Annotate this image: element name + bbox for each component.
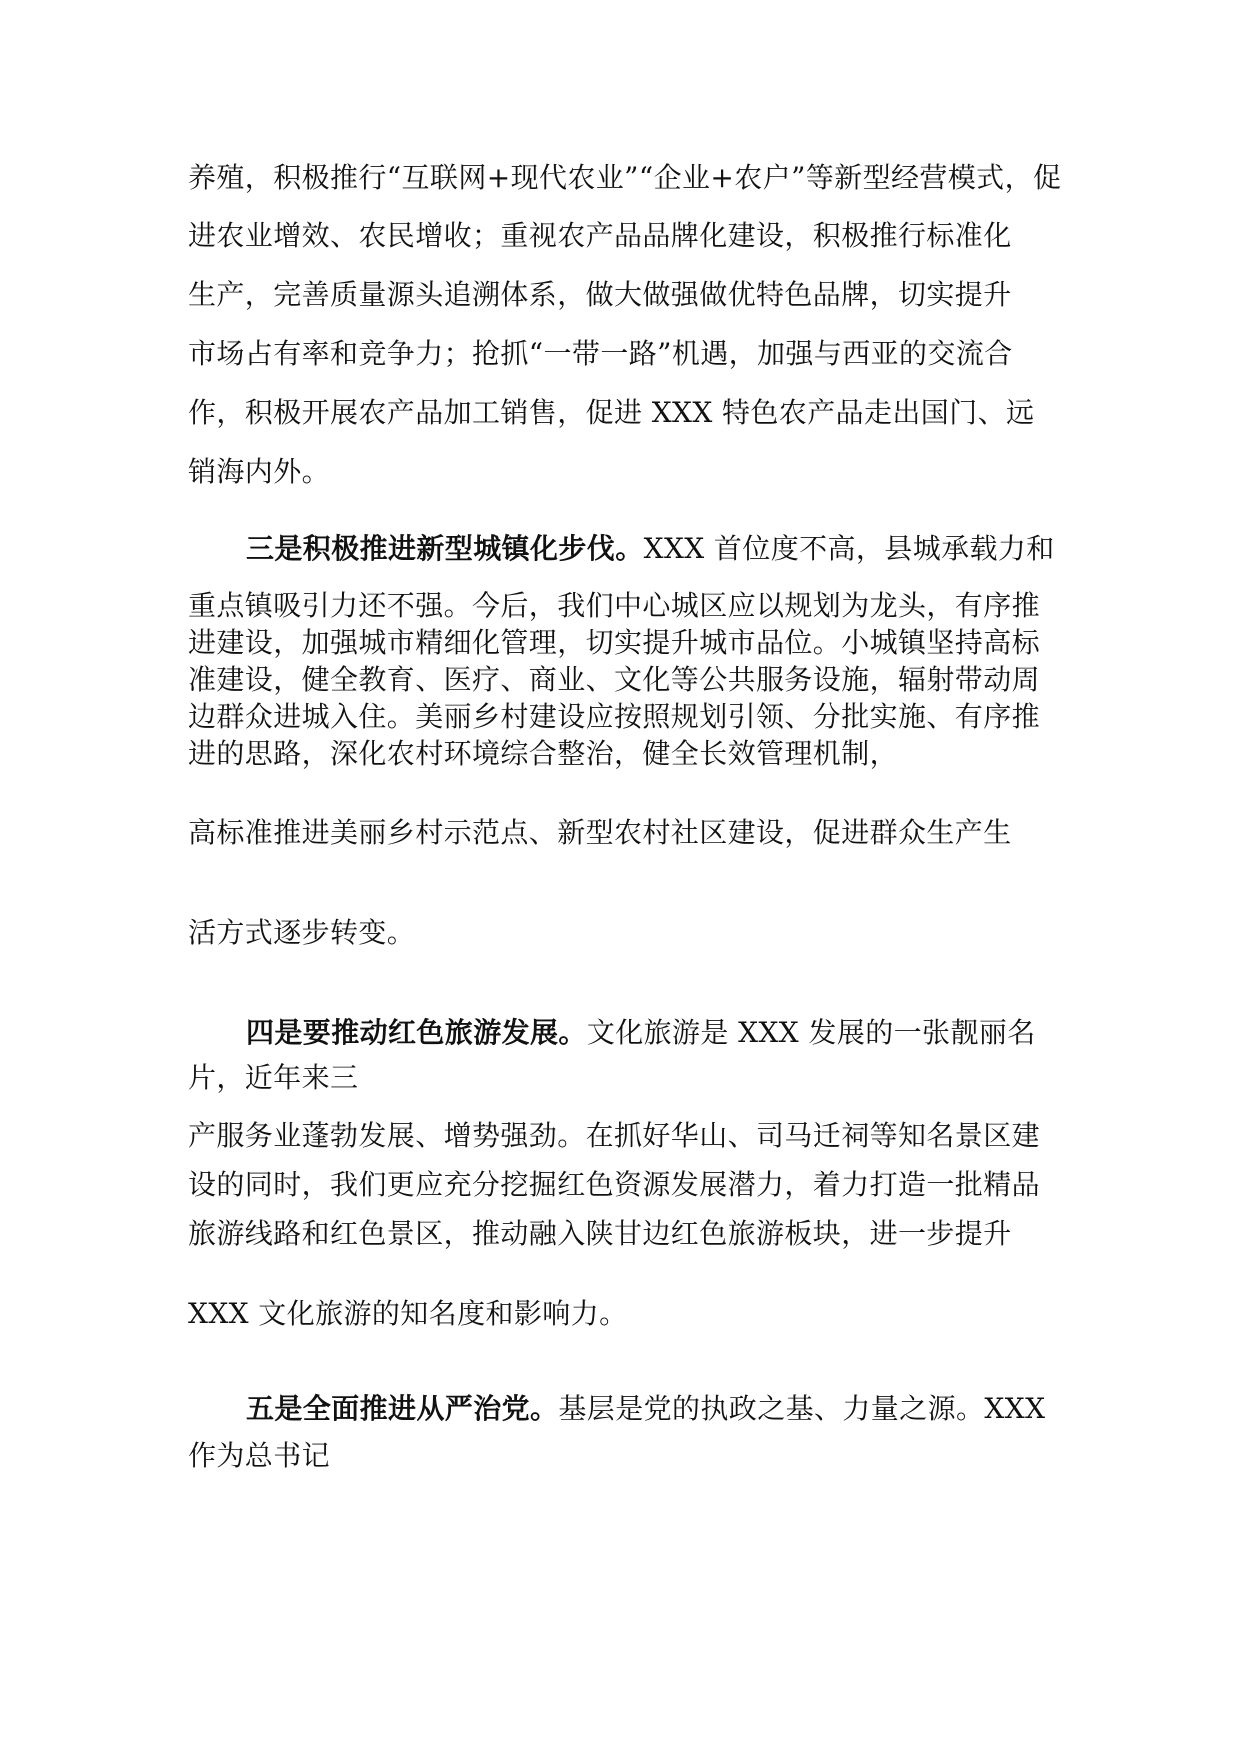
text-line: 边群众进城入住。美丽乡村建设应按照规划引领、分批实施、有序推 <box>188 700 1041 733</box>
paragraph-heading: 五是全面推进从严治党。 <box>246 1392 559 1425</box>
text-line: 产服务业蓬勃发展、增势强劲。在抓好华山、司马迁祠等知名景区建 <box>188 1119 1041 1152</box>
text-line: 准建设，健全教育、医疗、商业、文化等公共服务设施，辐射带动周 <box>188 663 1041 696</box>
paragraph-heading: 三是积极推进新型城镇化步伐。 <box>246 532 644 565</box>
paragraph-first-line <box>246 529 1055 569</box>
text-line: 高标准推进美丽乡村示范点、新型农村社区建设，促进群众生产生 <box>188 816 1012 849</box>
text-line: 进建设，加强城市精细化管理，切实提升城市品位。小城镇坚持高标 <box>188 626 1041 659</box>
text-line: 生产，完善质量源头追溯体系，做大做强做优特色品牌，切实提升 <box>188 278 1012 311</box>
text-line: 作，积极开展农产品加工销售，促进 XXX 特色农产品走出国门、远 <box>188 396 1035 429</box>
text-line: XXX 文化旅游的知名度和影响力。 <box>188 1297 628 1330</box>
text-line: 养殖，积极推行“互联网+现代农业”“企业+农户”等新型经营模式，促 <box>188 161 1062 194</box>
text-line: 进农业增效、农民增收；重视农产品品牌化建设，积极推行标准化 <box>188 219 1012 252</box>
paragraph-heading: 四是要推动红色旅游发展。 <box>246 1016 587 1049</box>
text-line: 片，近年来三 <box>188 1061 359 1094</box>
text-line: 市场占有率和竞争力；抢抓“一带一路”机遇，加强与西亚的交流合 <box>188 337 1013 370</box>
text-span: 文化旅游是 XXX 发展的一张靓丽名 <box>586 1016 1036 1049</box>
text-line: 旅游线路和红色景区，推动融入陕甘边红色旅游板块，进一步提升 <box>188 1217 1012 1250</box>
paragraph-first-line <box>246 1013 1036 1053</box>
text-line: 设的同时，我们更应充分挖掘红色资源发展潜力，着力打造一批精品 <box>188 1168 1041 1201</box>
text-span: 基层是党的执政之基、力量之源。XXX <box>558 1392 1046 1425</box>
text-line: 进的思路，深化农村环境综合整治，健全长效管理机制， <box>188 737 899 770</box>
text-line: 活方式逐步转变。 <box>188 916 416 949</box>
text-line: 重点镇吸引力还不强。今后，我们中心城区应以规划为龙头，有序推 <box>188 589 1041 622</box>
text-line: 作为总书记 <box>188 1439 331 1472</box>
paragraph-first-line <box>246 1389 1045 1429</box>
text-line: 销海内外。 <box>188 455 331 488</box>
text-span: XXX 首位度不高，县城承载力和 <box>643 532 1055 565</box>
